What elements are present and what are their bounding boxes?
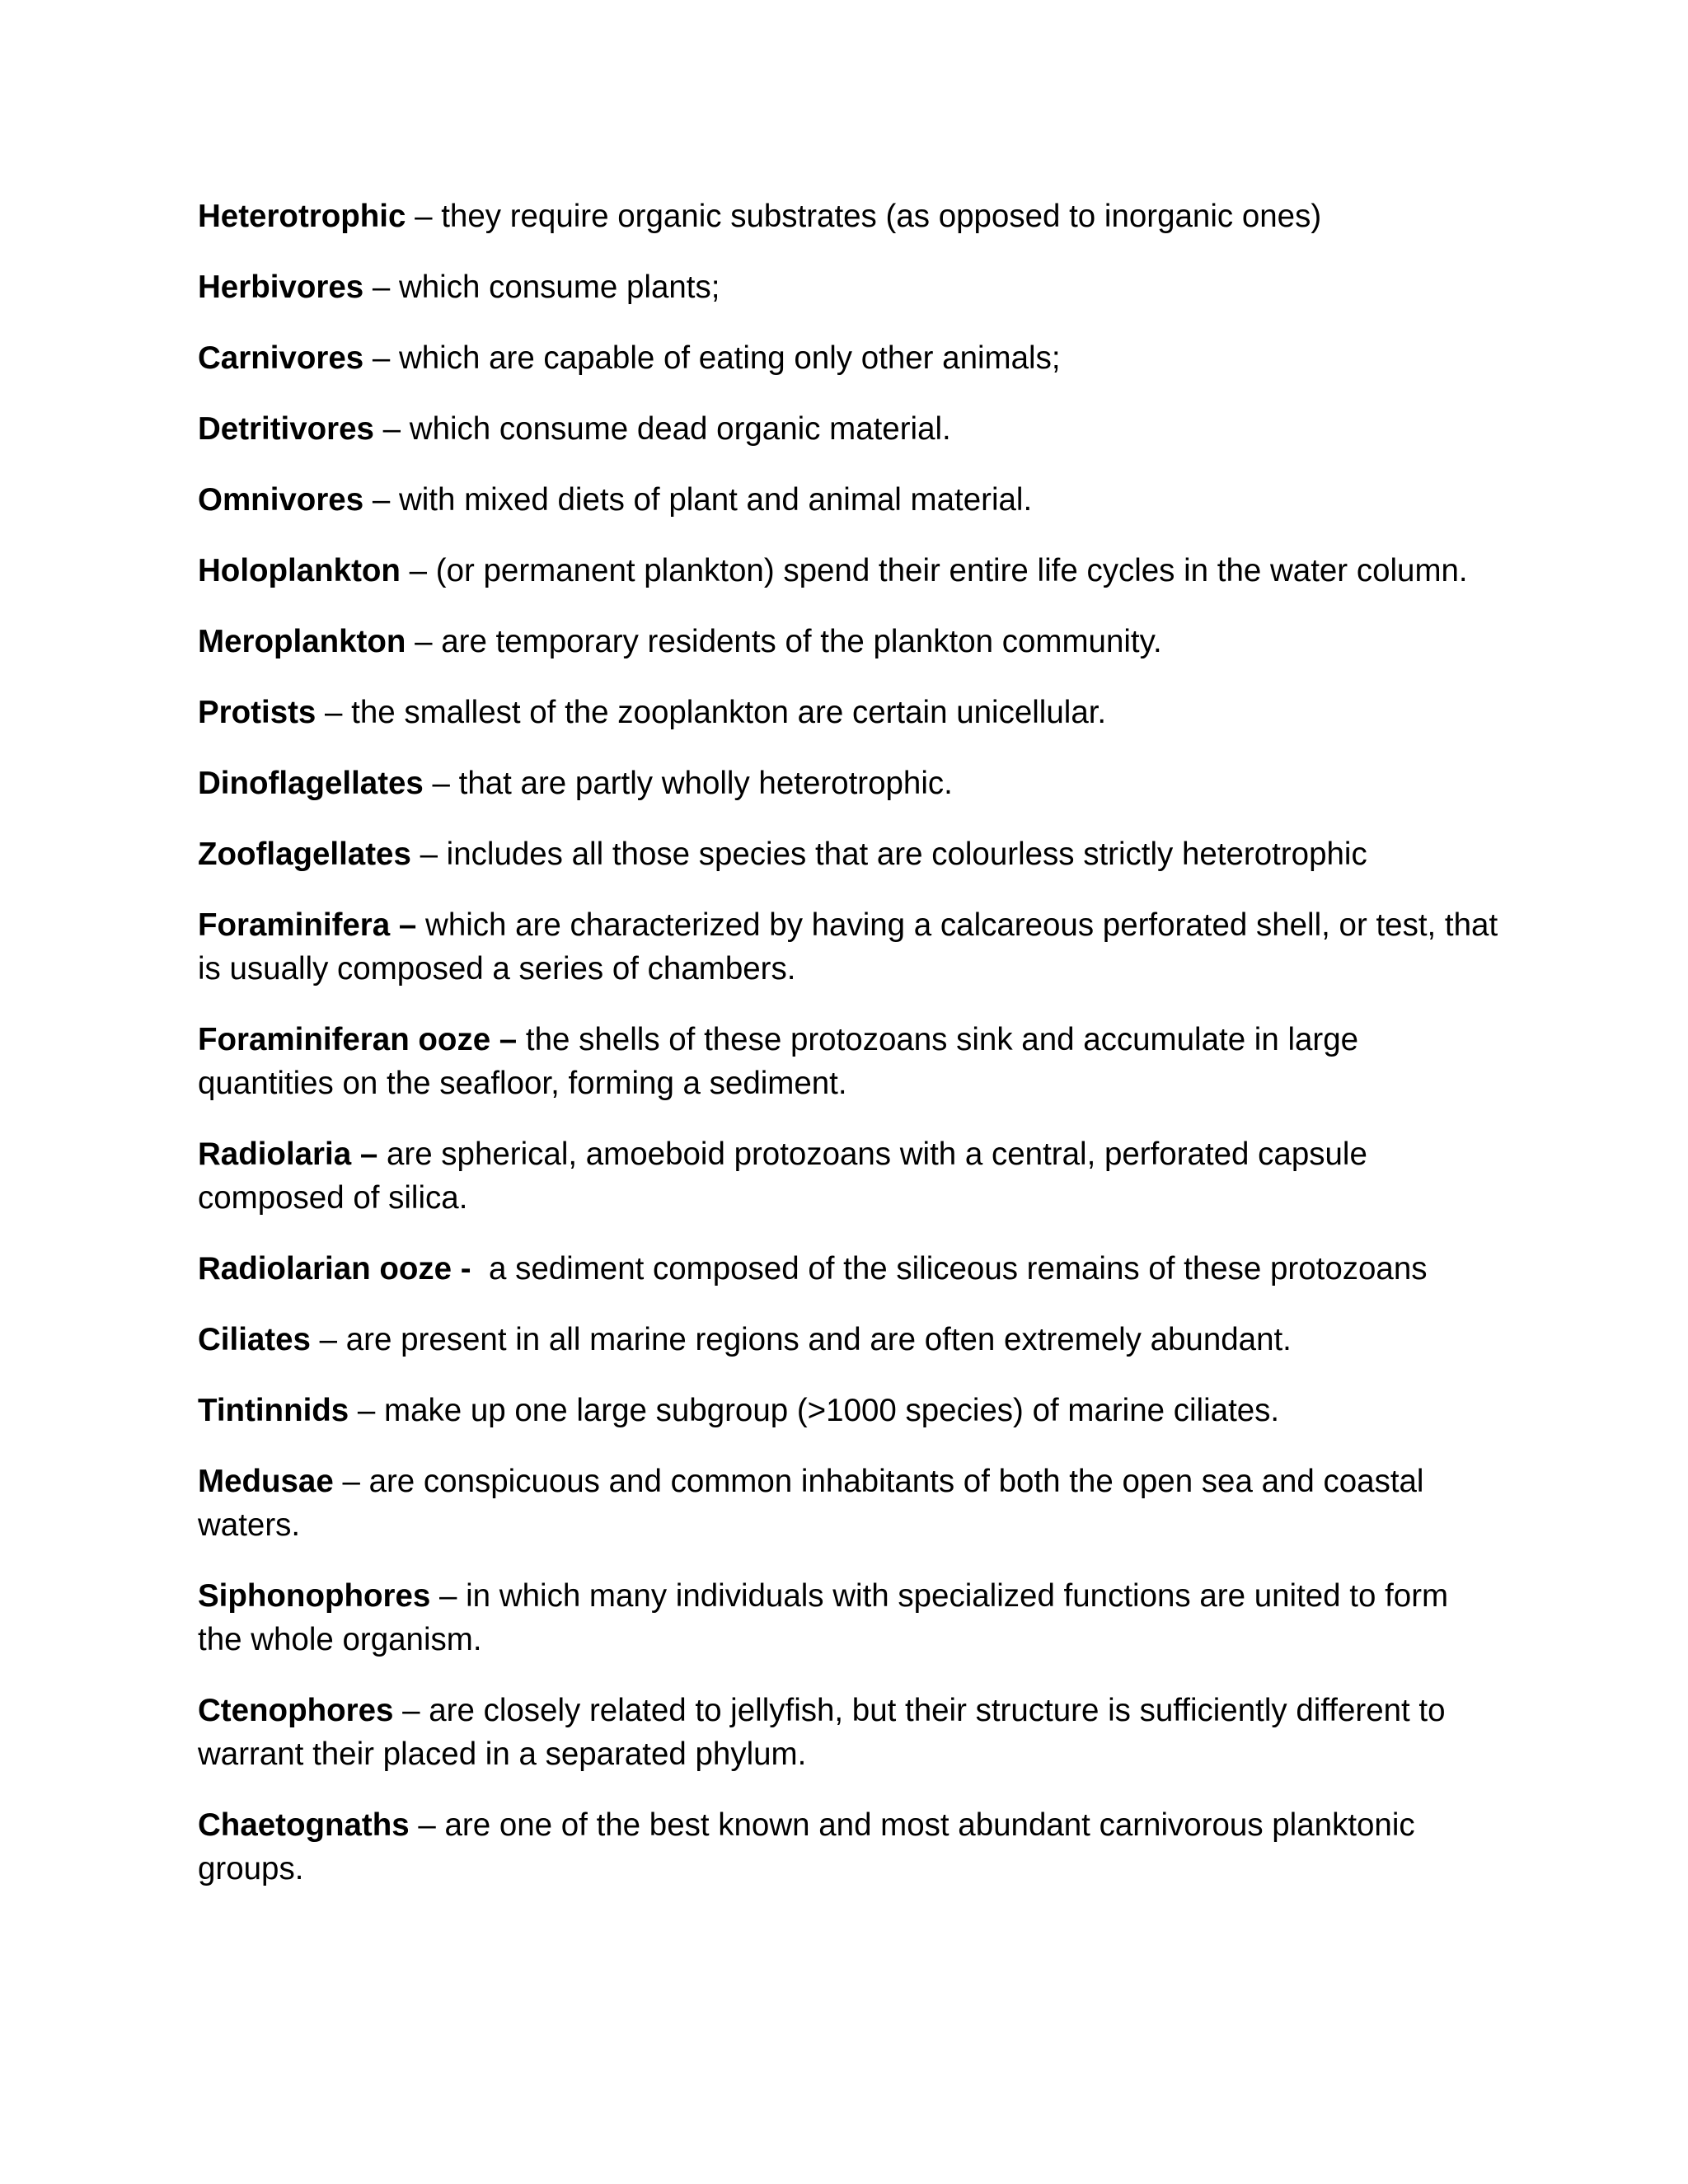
glossary-entry [198,832,1500,876]
glossary-term: Zooflagellates [198,837,411,872]
glossary-term: Heterotrophic [198,199,406,234]
glossary-definition: which are characterized by having a calcareous perforated shell, or test, that is usually composed a series of chambers. [198,907,1498,987]
glossary-definition: a sediment composed of the siliceous remains of these protozoans [471,1251,1428,1286]
glossary-entry [198,1803,1500,1891]
glossary-term: Foraminiferan ooze – [198,1022,518,1057]
glossary-entry [198,1247,1500,1291]
glossary-definition: – which consume dead organic material. [373,411,951,447]
glossary-term: Chaetognaths [198,1807,410,1843]
glossary-entry [198,1389,1500,1432]
glossary-definition: – they require organic substrates (as opposed to inorganic ones) [406,199,1322,234]
glossary-definition: – are closely related to jellyfish, but their structure is sufficiently different to warrant their placed in a separated phylum. [198,1693,1446,1772]
glossary-entry [198,1460,1500,1547]
glossary-definition: – includes all those species that are colourless strictly heterotrophic [410,837,1367,872]
glossary-entry [198,549,1500,593]
glossary-term: Radiolarian ooze - [198,1251,471,1286]
glossary-entry [198,336,1500,380]
glossary-term: Carnivores [198,340,364,376]
glossary-entry [198,1018,1500,1105]
glossary-entry [198,620,1500,663]
glossary-definition: – (or permanent plankton) spend their entire life cycles in the water column. [400,553,1468,588]
glossary-term: Radiolaria – [198,1137,378,1172]
glossary-definition: – which are capable of eating only other animals; [363,340,1061,376]
glossary-entry [198,1318,1500,1361]
glossary-term: Omnivores [198,482,364,518]
glossary-list [198,194,1500,1918]
glossary-term: Tintinnids [198,1393,349,1428]
glossary-definition: – are one of the best known and most abundant carnivorous planktonic groups. [198,1807,1415,1886]
glossary-term: Meroplankton [198,624,406,659]
glossary-term: Ctenophores [198,1693,394,1728]
glossary-entry [198,691,1500,734]
glossary-definition: – in which many individuals with specialized functions are united to form the whole organism. [198,1578,1449,1657]
glossary-definition: – the smallest of the zooplankton are certain unicellular. [316,695,1107,730]
glossary-term: Medusae [198,1464,334,1499]
glossary-term: Detritivores [198,411,374,447]
glossary-term: Foraminifera – [198,907,417,943]
glossary-definition: – are present in all marine regions and are often extremely abundant. [310,1322,1292,1357]
glossary-entry [198,1574,1500,1661]
glossary-definition: – are conspicuous and common inhabitants of both the open sea and coastal waters. [198,1464,1424,1543]
glossary-entry [198,1132,1500,1220]
glossary-entry [198,407,1500,451]
glossary-entry [198,194,1500,238]
glossary-term: Holoplankton [198,553,401,588]
glossary-term: Herbivores [198,269,364,305]
glossary-definition: – with mixed diets of plant and animal material. [363,482,1033,518]
glossary-term: Siphonophores [198,1578,431,1614]
glossary-entry [198,265,1500,309]
glossary-definition: – make up one large subgroup (>1000 species) of marine ciliates. [349,1393,1280,1428]
glossary-definition: – are temporary residents of the plankton community. [406,624,1162,659]
glossary-term: Protists [198,695,316,730]
glossary-entry [198,1689,1500,1776]
glossary-definition: are spherical, amoeboid protozoans with a central, perforated capsule composed of silica. [198,1137,1367,1216]
glossary-definition: – which consume plants; [363,269,720,305]
glossary-entry [198,903,1500,991]
glossary-term: Ciliates [198,1322,311,1357]
glossary-definition: – that are partly wholly heterotrophic. [423,766,953,801]
glossary-entry [198,478,1500,522]
glossary-entry [198,762,1500,805]
glossary-definition: the shells of these protozoans sink and accumulate in large quantities on the seafloor, forming a sediment. [198,1022,1359,1101]
glossary-term: Dinoflagellates [198,766,424,801]
